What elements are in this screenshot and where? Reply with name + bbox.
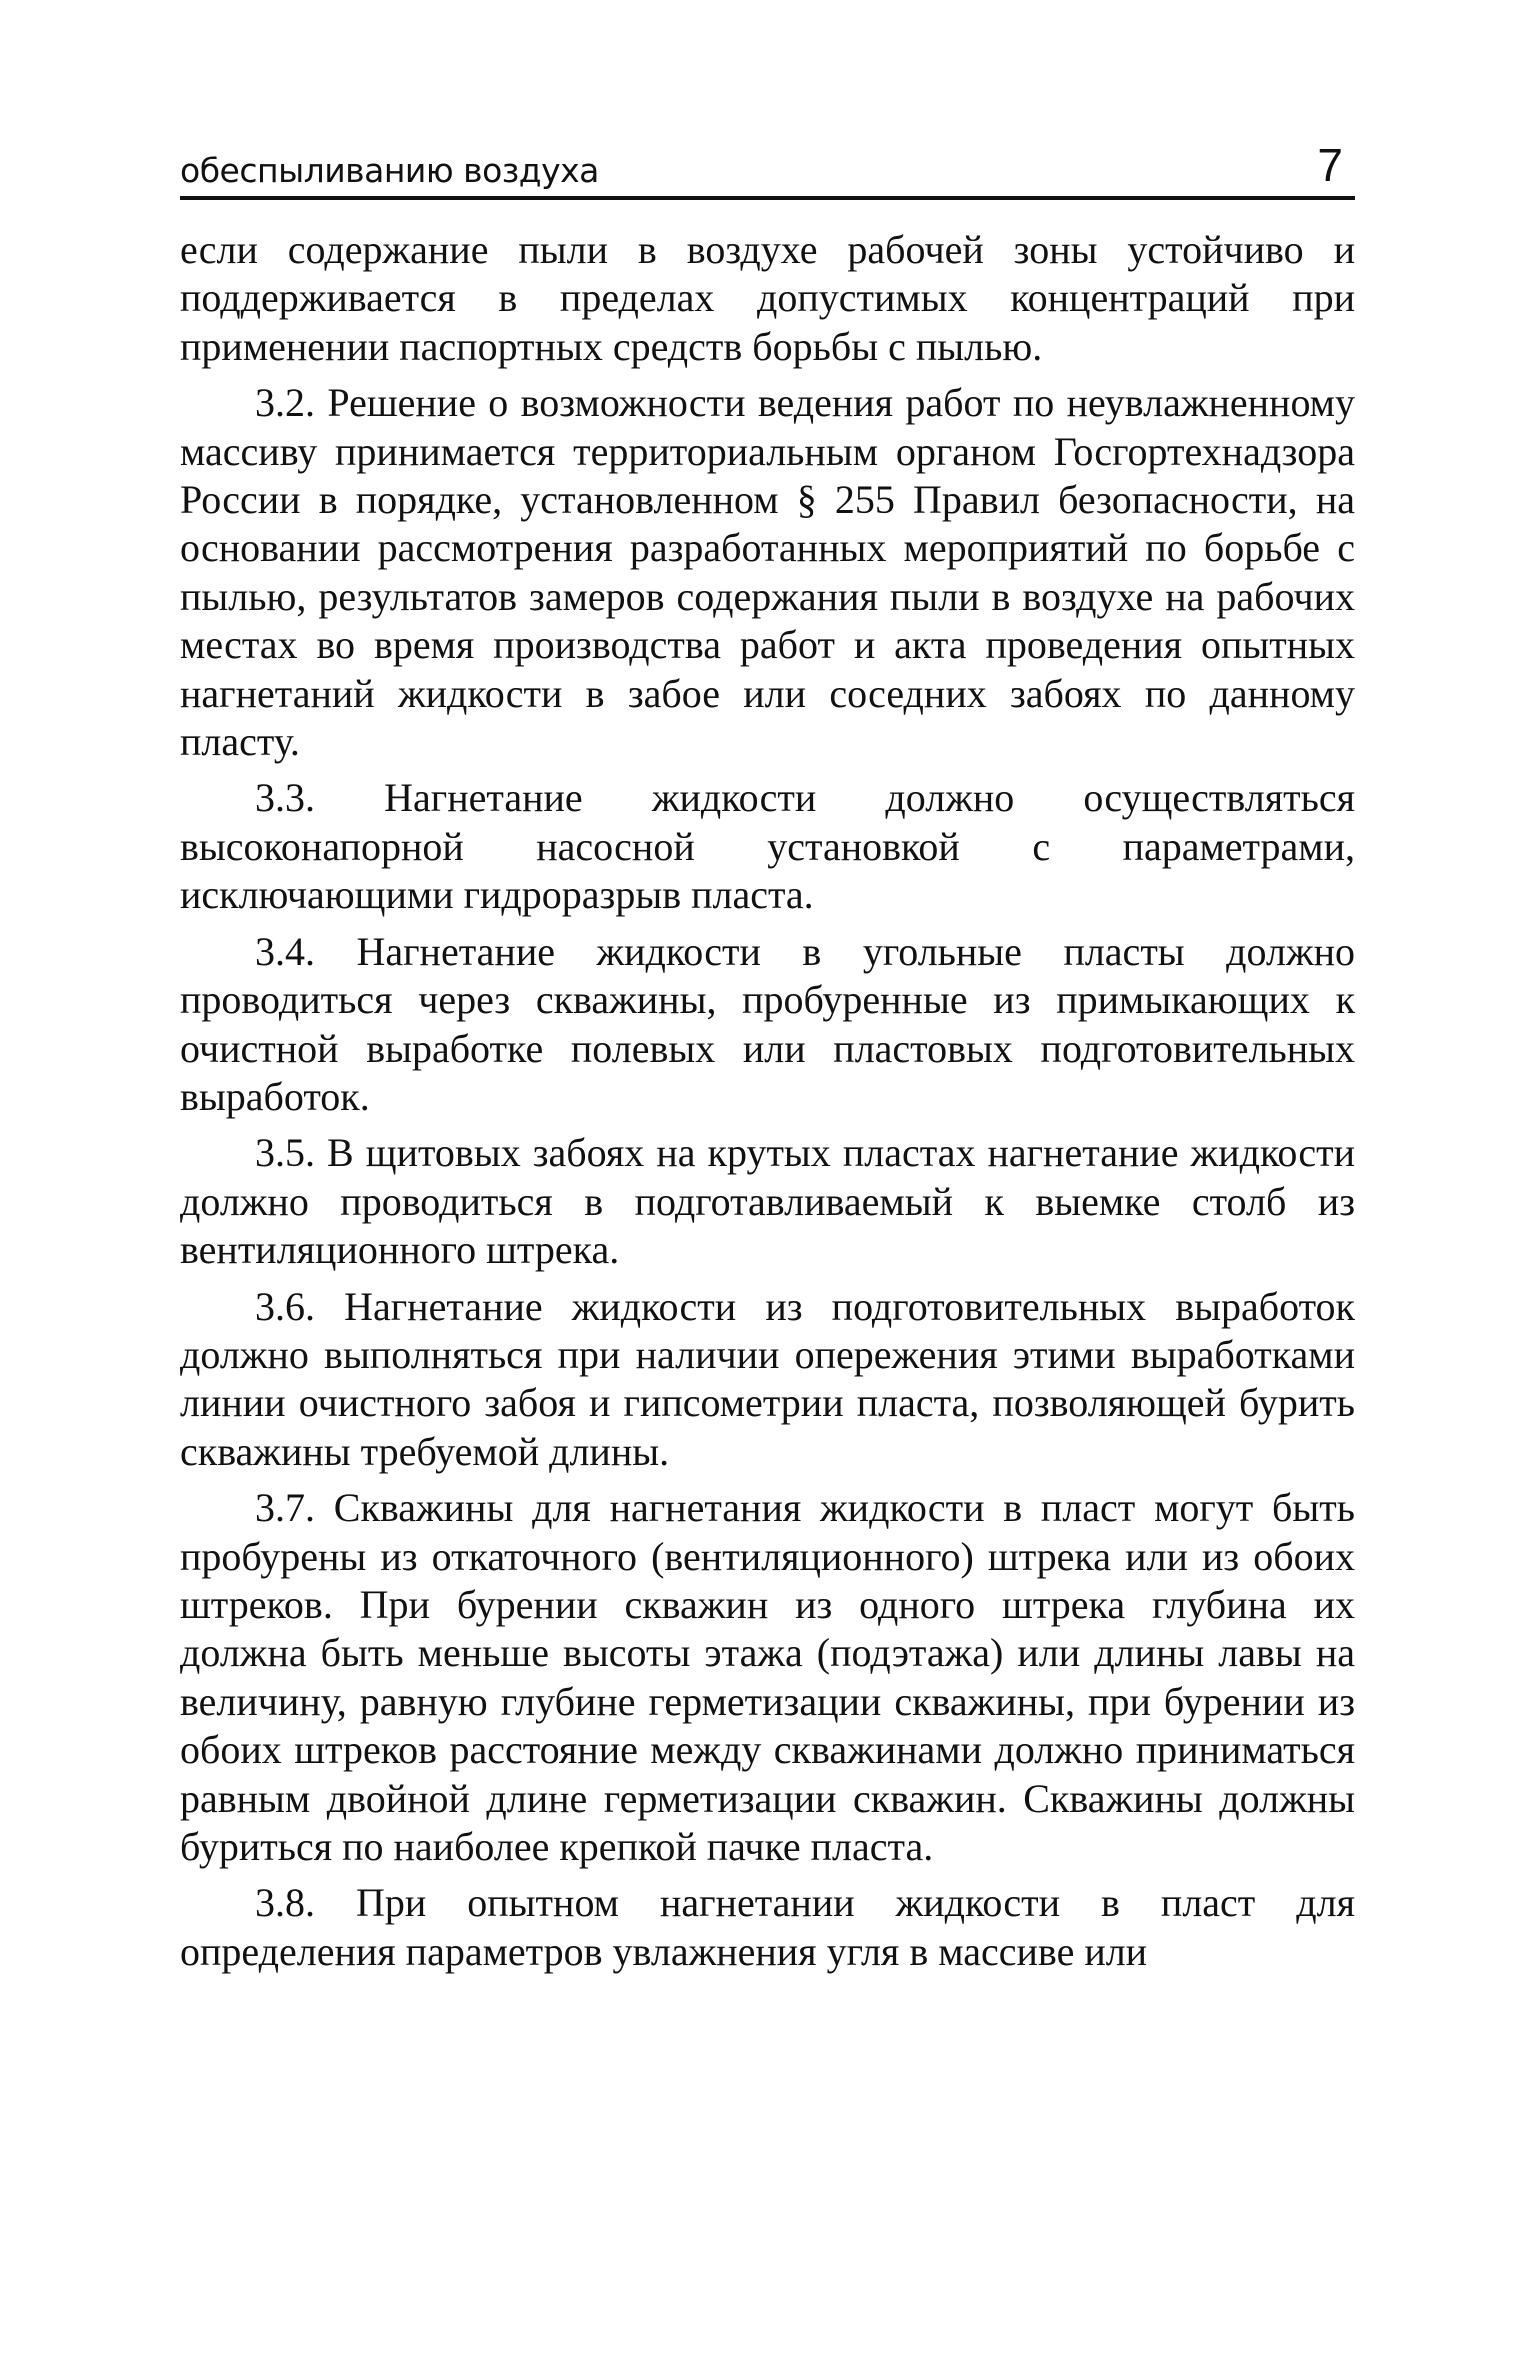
paragraph-3-5: 3.5. В щитовых забоях на крутых пластах нагнетание жидкости должно проводиться в подготавливаемый к выемке столб из вентиляционного штрека. bbox=[180, 1130, 1355, 1273]
book-page bbox=[180, 140, 1355, 1984]
paragraph-3-4: 3.4. Нагнетание жидкости в угольные пласты должно проводиться через скважины, пробуренные из примыкающих к очистной выработке полевых или пластовых подготовительных выработок. bbox=[180, 928, 1355, 1119]
paragraph-3-7: 3.7. Скважины для нагнетания жидкости в пласт могут быть пробурены из откаточного (вентиляционного) штрека или из обоих штреков. При бурении скважин из одного штрека глубина их должна быть меньше высоты этажа (подэтажа) или длины лавы на величину, равную глубине герметизации скважины, при бурении из обоих штреков расстояние между скважинами должно приниматься равным двойной длине герметизации скважин. Скважины должны буриться по наиболее крепкой пачке пласта. bbox=[180, 1485, 1355, 1869]
running-title: обеспыливанию воздуха bbox=[180, 151, 599, 190]
page-number: 7 bbox=[1317, 139, 1343, 191]
paragraph-3-2: 3.2. Решение о возможности ведения работ по неувлажненному массиву принимается территориальным органом Госгортехнадзора России в порядке, установленном § 255 Правил безопасности, на основании рассмотрения разработанных мероприятий по борьбе с пылью, результатов замеров содержания пыли в воздухе на рабочих местах во время производства работ и акта проведения опытных нагнетаний жидкости в забое или соседних забоях по данному пласту. bbox=[180, 380, 1355, 765]
paragraph-3-8: 3.8. При опытном нагнетании жидкости в пласт для определения параметров увлажнения угля в массиве или bbox=[180, 1880, 1355, 1974]
paragraph-3-3: 3.3. Нагнетание жидкости должно осуществляться высоконапорной насосной установкой с параметрами, исключающими гидроразрыв пласта. bbox=[180, 775, 1355, 918]
page-body bbox=[180, 226, 1355, 1976]
running-header bbox=[180, 140, 1355, 200]
paragraph-3-6: 3.6. Нагнетание жидкости из подготовительных выработок должно выполняться при наличии опережения этими выработками линии очистного забоя и гипсометрии пласта, позволяющей бурить скважины требуемой длины. bbox=[180, 1283, 1355, 1474]
paragraph-continuation: если содержание пыли в воздухе рабочей зоны устойчиво и поддерживается в пределах допустимых концентраций при применении паспортных средств борьбы с пылью. bbox=[180, 227, 1355, 369]
